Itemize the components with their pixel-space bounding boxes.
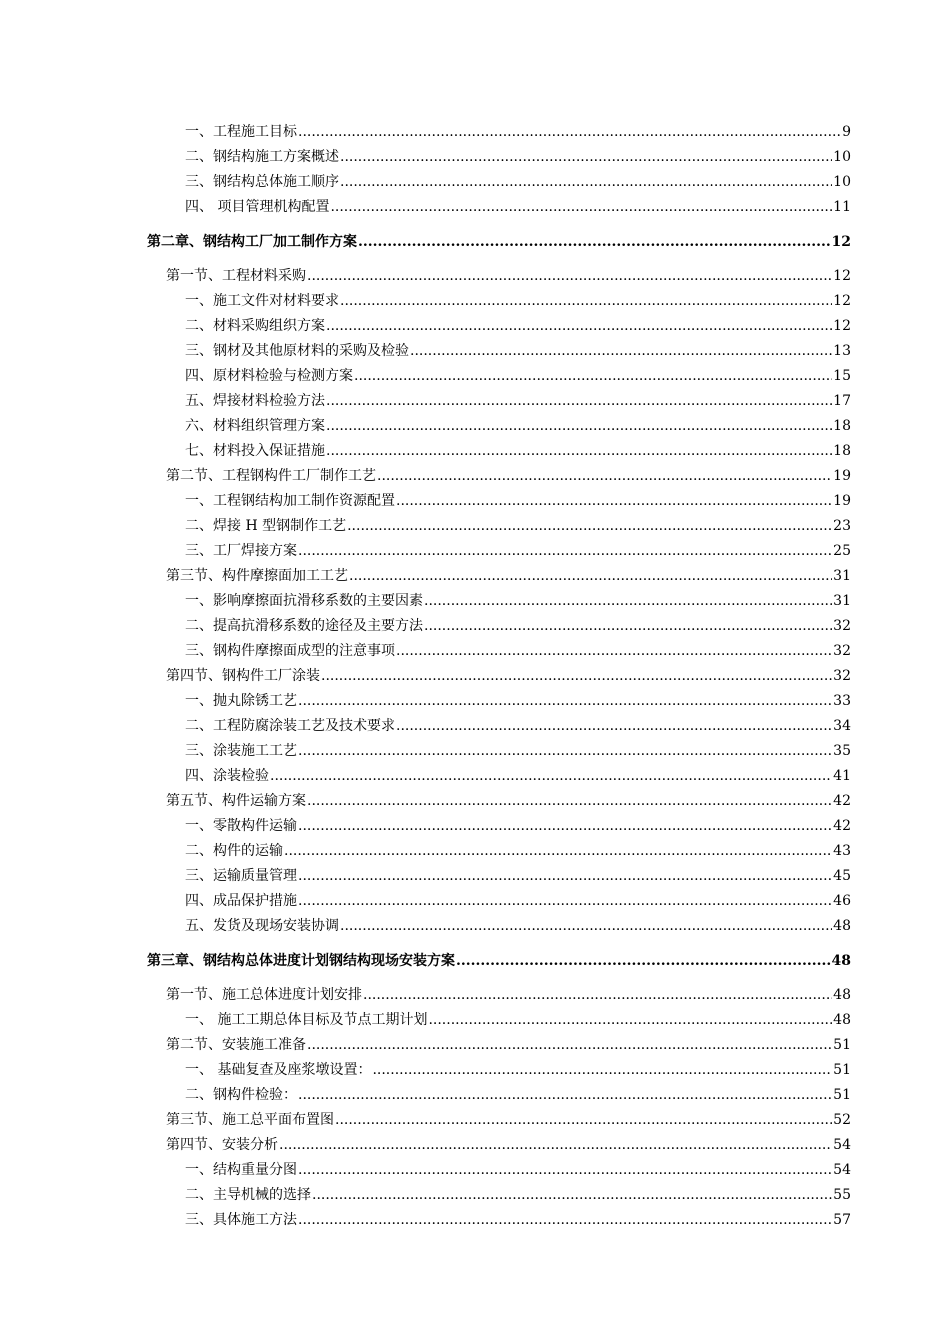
toc-page-number: 9 bbox=[842, 124, 851, 140]
toc-page-number: 34 bbox=[833, 718, 851, 734]
toc-entry-title: 二、构件的运输 bbox=[185, 843, 283, 859]
toc-entry-title: 四、 项目管理机构配置 bbox=[185, 199, 330, 215]
toc-page-number: 43 bbox=[833, 843, 851, 859]
toc-dot-leader bbox=[335, 1108, 832, 1133]
toc-entry-title: 三、钢材及其他原材料的采购及检验 bbox=[185, 343, 409, 359]
toc-entry-title: 第五节、构件运输方案 bbox=[166, 793, 306, 809]
toc-page-number: 48 bbox=[833, 1012, 851, 1028]
toc-page-number: 35 bbox=[833, 743, 851, 759]
toc-section-entry[interactable] bbox=[166, 789, 851, 814]
toc-dot-leader bbox=[358, 228, 831, 256]
toc-page-number: 19 bbox=[833, 468, 851, 484]
toc-page-number: 18 bbox=[833, 443, 851, 459]
toc-dot-leader bbox=[298, 689, 832, 714]
toc-page-number: 51 bbox=[833, 1062, 851, 1078]
toc-dot-leader bbox=[377, 464, 832, 489]
toc-page-number: 46 bbox=[833, 893, 851, 909]
toc-entry-title: 第三节、施工总平面布置图 bbox=[166, 1112, 334, 1128]
toc-entry-title: 四、成品保护措施 bbox=[185, 893, 297, 909]
toc-dot-leader bbox=[410, 339, 832, 364]
toc-dot-leader bbox=[340, 289, 832, 314]
toc-dot-leader bbox=[396, 714, 832, 739]
toc-dot-leader bbox=[307, 1033, 832, 1058]
toc-dot-leader bbox=[340, 145, 832, 170]
toc-page-number: 31 bbox=[833, 568, 851, 584]
toc-page-number: 25 bbox=[833, 543, 851, 559]
toc-entry-title: 第三节、构件摩擦面加工工艺 bbox=[166, 568, 348, 584]
toc-dot-leader bbox=[326, 314, 832, 339]
toc-subsection-entry[interactable] bbox=[185, 589, 851, 614]
toc-entry-title: 二、材料采购组织方案 bbox=[185, 318, 325, 334]
toc-page-number: 32 bbox=[833, 618, 851, 634]
toc-entry-title: 第二节、安装施工准备 bbox=[166, 1037, 306, 1053]
toc-page-number: 15 bbox=[833, 368, 851, 384]
toc-page-number: 55 bbox=[833, 1187, 851, 1203]
toc-page-number: 12 bbox=[833, 318, 851, 334]
toc-dot-leader bbox=[396, 489, 832, 514]
toc-chapter-entry[interactable] bbox=[147, 228, 851, 256]
toc-subsection-entry[interactable] bbox=[185, 914, 851, 939]
toc-page-number: 31 bbox=[833, 593, 851, 609]
toc-subsection-entry[interactable] bbox=[185, 539, 851, 564]
toc-dot-leader bbox=[279, 1133, 832, 1158]
toc-subsection-entry[interactable] bbox=[185, 1158, 851, 1183]
toc-page-number: 12 bbox=[833, 268, 851, 284]
toc-section-entry[interactable] bbox=[166, 1033, 851, 1058]
toc-subsection-entry[interactable] bbox=[185, 1183, 851, 1208]
toc-page-number: 10 bbox=[833, 149, 851, 165]
toc-page-number: 51 bbox=[833, 1037, 851, 1053]
toc-page-number: 54 bbox=[833, 1137, 851, 1153]
toc-subsection-entry[interactable] bbox=[185, 714, 851, 739]
table-of-contents bbox=[0, 120, 950, 1233]
toc-entry-title: 二、提高抗滑移系数的途径及主要方法 bbox=[185, 618, 423, 634]
toc-subsection-entry[interactable] bbox=[185, 614, 851, 639]
toc-entry-title: 三、钢构件摩擦面成型的注意事项 bbox=[185, 643, 395, 659]
toc-entry-title: 一、零散构件运输 bbox=[185, 818, 297, 834]
toc-section-entry[interactable] bbox=[166, 564, 851, 589]
toc-dot-leader bbox=[298, 864, 832, 889]
toc-dot-leader bbox=[307, 789, 832, 814]
toc-page-number: 32 bbox=[833, 643, 851, 659]
toc-dot-leader bbox=[340, 914, 832, 939]
toc-section-entry[interactable] bbox=[166, 664, 851, 689]
toc-dot-leader bbox=[372, 1058, 832, 1083]
toc-entry-title: 二、主导机械的选择 bbox=[185, 1187, 311, 1203]
toc-page-number: 11 bbox=[833, 199, 851, 215]
toc-dot-leader bbox=[298, 120, 841, 145]
toc-subsection-entry[interactable] bbox=[185, 120, 851, 145]
toc-dot-leader bbox=[284, 839, 832, 864]
toc-subsection-entry[interactable] bbox=[185, 764, 851, 789]
toc-dot-leader bbox=[321, 664, 832, 689]
toc-page-number: 48 bbox=[833, 918, 851, 934]
toc-page-number: 13 bbox=[833, 343, 851, 359]
toc-section-entry[interactable] bbox=[166, 264, 851, 289]
toc-entry-title: 一、施工文件对材料要求 bbox=[185, 293, 339, 309]
toc-dot-leader bbox=[424, 614, 832, 639]
toc-entry-title: 第三章、钢结构总体进度计划钢结构现场安装方案 bbox=[147, 953, 455, 969]
toc-entry-title: 一、 施工工期总体目标及节点工期计划 bbox=[185, 1012, 428, 1028]
toc-page-number: 12 bbox=[833, 293, 851, 309]
toc-page-number: 19 bbox=[833, 493, 851, 509]
toc-subsection-entry[interactable] bbox=[185, 1083, 851, 1108]
toc-entry-title: 六、材料组织管理方案 bbox=[185, 418, 325, 434]
toc-section-entry[interactable] bbox=[166, 1133, 851, 1158]
toc-dot-leader bbox=[298, 1158, 832, 1183]
toc-entry-title: 一、结构重量分图 bbox=[185, 1162, 297, 1178]
toc-spacer bbox=[0, 220, 950, 228]
toc-entry-title: 一、 基础复查及座浆墩设置： bbox=[185, 1062, 372, 1078]
toc-entry-title: 四、原材料检验与检测方案 bbox=[185, 368, 353, 384]
toc-page-number: 41 bbox=[833, 768, 851, 784]
toc-subsection-entry[interactable] bbox=[185, 514, 851, 539]
toc-subsection-entry[interactable] bbox=[185, 1208, 851, 1233]
toc-dot-leader bbox=[424, 589, 832, 614]
toc-entry-title: 一、工程钢结构加工制作资源配置 bbox=[185, 493, 395, 509]
toc-entry-title: 二、钢构件检验： bbox=[185, 1087, 297, 1103]
toc-entry-title: 三、运输质量管理 bbox=[185, 868, 297, 884]
toc-entry-title: 第一节、施工总体进度计划安排 bbox=[166, 987, 362, 1003]
toc-subsection-entry[interactable] bbox=[185, 689, 851, 714]
toc-entry-title: 一、抛丸除锈工艺 bbox=[185, 693, 297, 709]
toc-dot-leader bbox=[298, 739, 832, 764]
toc-page-number: 10 bbox=[833, 174, 851, 190]
toc-dot-leader bbox=[298, 889, 832, 914]
toc-dot-leader bbox=[396, 639, 832, 664]
toc-entry-title: 第四节、安装分析 bbox=[166, 1137, 278, 1153]
toc-entry-title: 第二章、钢结构工厂加工制作方案 bbox=[147, 234, 357, 250]
toc-page-number: 23 bbox=[833, 518, 851, 534]
toc-dot-leader bbox=[363, 983, 832, 1008]
toc-entry-title: 七、材料投入保证措施 bbox=[185, 443, 325, 459]
toc-page-number: 48 bbox=[833, 987, 851, 1003]
toc-page-number: 54 bbox=[833, 1162, 851, 1178]
toc-subsection-entry[interactable] bbox=[185, 170, 851, 195]
toc-dot-leader bbox=[298, 539, 832, 564]
toc-subsection-entry[interactable] bbox=[185, 1058, 851, 1083]
toc-subsection-entry[interactable] bbox=[185, 739, 851, 764]
toc-entry-title: 三、涂装施工工艺 bbox=[185, 743, 297, 759]
toc-entry-title: 三、具体施工方法 bbox=[185, 1212, 297, 1228]
toc-entry-title: 一、影响摩擦面抗滑移系数的主要因素 bbox=[185, 593, 423, 609]
toc-entry-title: 五、发货及现场安装协调 bbox=[185, 918, 339, 934]
toc-subsection-entry[interactable] bbox=[185, 289, 851, 314]
toc-entry-title: 二、焊接 H 型钢制作工艺 bbox=[185, 518, 347, 534]
toc-dot-leader bbox=[307, 264, 832, 289]
toc-page-number: 48 bbox=[831, 953, 851, 969]
toc-dot-leader bbox=[326, 439, 832, 464]
toc-chapter-entry[interactable] bbox=[147, 947, 851, 975]
toc-page-number: 33 bbox=[833, 693, 851, 709]
toc-entry-title: 三、工厂焊接方案 bbox=[185, 543, 297, 559]
toc-subsection-entry[interactable] bbox=[185, 195, 851, 220]
toc-entry-title: 三、钢结构总体施工顺序 bbox=[185, 174, 339, 190]
toc-dot-leader bbox=[326, 389, 832, 414]
toc-page-number: 57 bbox=[833, 1212, 851, 1228]
toc-page-number: 18 bbox=[833, 418, 851, 434]
toc-subsection-entry[interactable] bbox=[185, 439, 851, 464]
toc-subsection-entry[interactable] bbox=[185, 489, 851, 514]
toc-page-number: 52 bbox=[833, 1112, 851, 1128]
toc-dot-leader bbox=[326, 414, 832, 439]
toc-dot-leader bbox=[354, 364, 832, 389]
toc-subsection-entry[interactable] bbox=[185, 389, 851, 414]
toc-dot-leader bbox=[330, 195, 832, 220]
toc-page-number: 51 bbox=[833, 1087, 851, 1103]
toc-dot-leader bbox=[340, 170, 832, 195]
toc-spacer bbox=[0, 256, 950, 264]
toc-subsection-entry[interactable] bbox=[185, 314, 851, 339]
toc-dot-leader bbox=[349, 564, 832, 589]
toc-subsection-entry[interactable] bbox=[185, 1008, 851, 1033]
toc-subsection-entry[interactable] bbox=[185, 145, 851, 170]
toc-page-number: 45 bbox=[833, 868, 851, 884]
toc-entry-title: 第二节、工程钢构件工厂制作工艺 bbox=[166, 468, 376, 484]
toc-entry-title: 第一节、工程材料采购 bbox=[166, 268, 306, 284]
toc-subsection-entry[interactable] bbox=[185, 339, 851, 364]
toc-subsection-entry[interactable] bbox=[185, 414, 851, 439]
toc-dot-leader bbox=[298, 1208, 832, 1233]
toc-subsection-entry[interactable] bbox=[185, 814, 851, 839]
toc-spacer bbox=[0, 975, 950, 983]
toc-dot-leader bbox=[298, 814, 832, 839]
toc-page-number: 32 bbox=[833, 668, 851, 684]
toc-entry-title: 五、焊接材料检验方法 bbox=[185, 393, 325, 409]
toc-subsection-entry[interactable] bbox=[185, 639, 851, 664]
toc-entry-title: 一、工程施工目标 bbox=[185, 124, 297, 140]
toc-entry-title: 四、涂装检验 bbox=[185, 768, 269, 784]
toc-dot-leader bbox=[312, 1183, 832, 1208]
toc-subsection-entry[interactable] bbox=[185, 889, 851, 914]
toc-section-entry[interactable] bbox=[166, 464, 851, 489]
toc-section-entry[interactable] bbox=[166, 1108, 851, 1133]
toc-dot-leader bbox=[428, 1008, 832, 1033]
toc-dot-leader bbox=[270, 764, 832, 789]
toc-entry-title: 二、钢结构施工方案概述 bbox=[185, 149, 339, 165]
toc-entry-title: 二、工程防腐涂装工艺及技术要求 bbox=[185, 718, 395, 734]
toc-subsection-entry[interactable] bbox=[185, 364, 851, 389]
toc-subsection-entry[interactable] bbox=[185, 864, 851, 889]
toc-page-number: 17 bbox=[833, 393, 851, 409]
toc-spacer bbox=[0, 939, 950, 947]
toc-page-number: 12 bbox=[831, 234, 851, 250]
toc-subsection-entry[interactable] bbox=[185, 839, 851, 864]
toc-section-entry[interactable] bbox=[166, 983, 851, 1008]
toc-dot-leader bbox=[298, 1083, 832, 1108]
toc-dot-leader bbox=[456, 947, 831, 975]
toc-page-number: 42 bbox=[833, 818, 851, 834]
toc-page-number: 42 bbox=[833, 793, 851, 809]
toc-dot-leader bbox=[347, 514, 832, 539]
toc-entry-title: 第四节、钢构件工厂涂装 bbox=[166, 668, 320, 684]
